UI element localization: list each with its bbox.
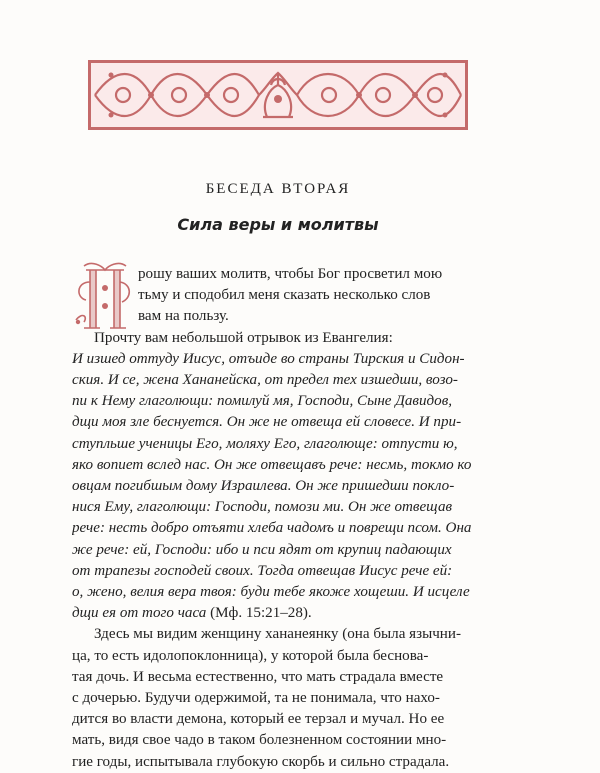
text-line: мать, видя свое чадо в таком болезненном состоянии мно-: [72, 732, 447, 749]
text-line: дится во власти демона, который ее терзал и мучал. Но ее: [72, 711, 445, 728]
text-line: тьму и сподобил меня сказать несколько слов: [138, 287, 431, 304]
text-line: рошу ваших молитв, чтобы Бог просветил мою: [138, 266, 443, 282]
quote-line: яко вопиет вслед нас. Он же отвещавъ рече: несмь, токмо ко: [72, 456, 472, 473]
ornament-vine-icon: [91, 63, 465, 127]
quote-line: пи к Нему глаголющи: помилуй мя, Господи, Сыне Давидов,: [72, 393, 453, 410]
quote-end: дщи ея от того часа: [72, 605, 207, 622]
text-line: вам на пользу.: [138, 308, 229, 325]
scripture-reference: (Мф. 15:21–28).: [206, 605, 312, 622]
quote-line: о, жено, велия вера твоя: буди тебе якоже хощеши. И исцеле: [72, 584, 470, 601]
quote-line-with-reference: [72, 603, 523, 624]
text-line: Прочту вам небольшой отрывок из Евангелия:: [94, 329, 393, 346]
text-line: гие годы, испытывала глубокую скорбь и сильно страдала.: [72, 753, 450, 770]
quote-line: И изшед оттуду Иисус, отъиде во страны Тирския и Сидон-: [72, 350, 465, 367]
quote-line: же рече: ей, Господи: ибо и пси ядят от крупиц падающих: [72, 541, 452, 558]
quote-line: от трапезы господей своих. Тогда отвещав Иисус рече ей:: [72, 562, 453, 579]
text-line: тая дочь. И весьма естественно, что мать страдала вместе: [72, 668, 444, 685]
quote-line: ския. И се, жена Хананейска, от предел тех изшедши, возо-: [72, 372, 458, 389]
quote-line: овцам погибшым дому Израилева. Он же пришедши покло-: [72, 478, 455, 495]
quote-line: дщи моя зле беснуется. Он же не отвеща ей словесе. И при-: [72, 414, 462, 431]
quote-line: рече: несть добро отъяти хлеба чадомъ и поврещи псом. Она: [72, 520, 472, 537]
quote-line: ступльше ученицы Его, моляху Его, глаголюще: отпусти ю,: [72, 435, 458, 452]
text-line: ца, то есть идолопоклонница), у которой была беснова-: [72, 647, 429, 664]
page-title: Сила веры и молитвы: [177, 215, 379, 234]
quote-line: нися Ему, глаголющи: Господи, помози ми. Он же отвещав: [72, 499, 453, 516]
section-heading: БЕСЕДА ВТОРАЯ: [205, 181, 351, 197]
decorative-ornament-headpiece: [88, 60, 468, 130]
text-line: с дочерью. Будучи одержимой, та не понимала, что нахо-: [72, 690, 440, 707]
article-body: [72, 264, 523, 773]
text-line: Здесь мы видим женщину хананеянку (она была язычни-: [94, 626, 461, 643]
